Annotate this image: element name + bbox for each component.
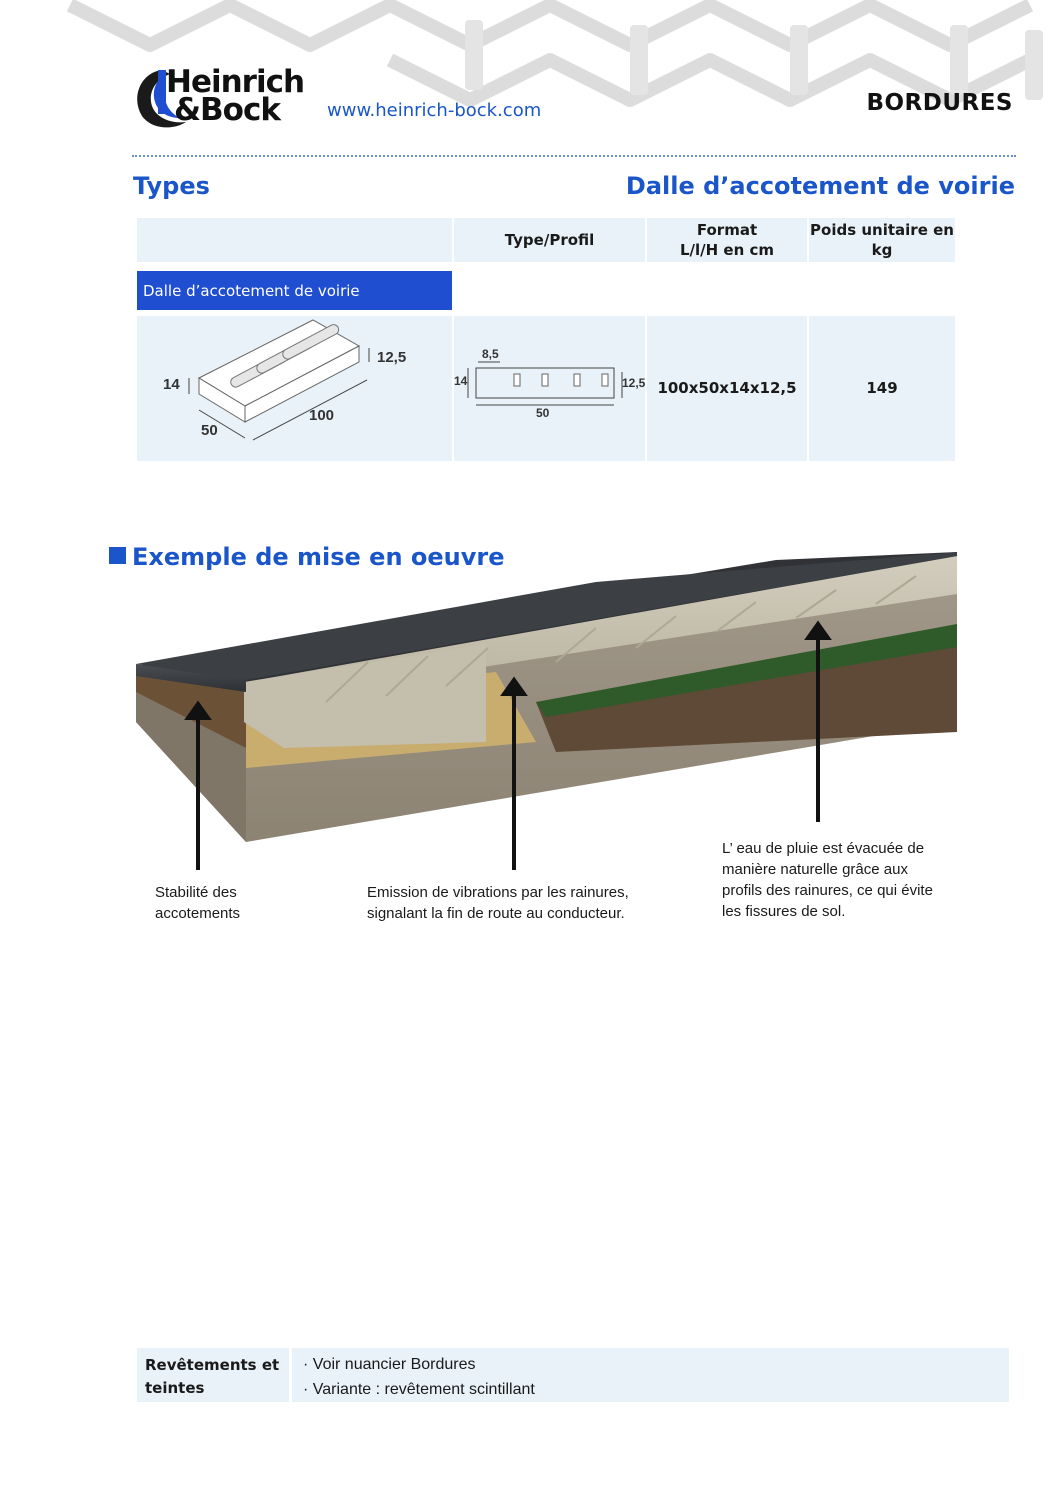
table-header-weight-line1: Poids unitaire en: [810, 220, 954, 239]
drawing-label-height: 14: [163, 376, 180, 393]
table-header-weight: [809, 218, 955, 262]
installation-illustration: [136, 552, 957, 842]
profile-label-top: 8,5: [482, 347, 499, 361]
drawing-label-width: 50: [201, 422, 218, 439]
heading-square-icon: [109, 547, 126, 564]
product-heading: Dalle d’accotement de voirie: [625, 172, 1015, 200]
table-header-format-line2: L/l/H en cm: [679, 241, 775, 259]
table-header-weight-line2: kg: [871, 241, 893, 259]
table-header-type: Type/Profil: [454, 218, 645, 262]
profile-label-bottom: 50: [536, 406, 550, 420]
product-3d-drawing: [137, 316, 452, 461]
example-heading-text: Exemple de mise en oeuvre: [132, 543, 505, 571]
product-row-label: Dalle d’accotement de voirie: [137, 271, 452, 310]
profile-label-left: 14: [454, 374, 468, 388]
product-3d-drawing-cell: [137, 316, 452, 461]
finishes-label: Revêtements et teintes: [137, 1348, 289, 1402]
drawing-label-length: 100: [309, 407, 335, 424]
caption-drainage: L’ eau de pluie est évacuée de manière naturelle grâce aux profils des rainures, ce qui évite les fissures de sol.: [722, 840, 933, 920]
types-heading: Types: [133, 172, 210, 200]
table-header-format: [647, 218, 807, 262]
finishes-item: · Voir nuancier Bordures: [303, 1356, 476, 1373]
format-value: 100x50x14x12,5: [647, 316, 807, 461]
logo-text-line2: &Bock: [174, 92, 280, 128]
caption-stability: Stabilité des accotements: [155, 884, 241, 922]
profile-label-right: 12,5: [622, 376, 645, 390]
profile-drawing: [454, 316, 645, 461]
caption-vibration: Emission de vibrations par les rainures, signalant la fin de route au conducteur.: [367, 884, 629, 922]
table-header-empty: [137, 218, 452, 262]
header-divider: [132, 155, 1016, 157]
finishes-values: [292, 1348, 1009, 1402]
category-title: BORDURES: [866, 90, 1013, 116]
profile-drawing-cell: [454, 316, 645, 461]
drawing-label-height-small: 12,5: [377, 349, 407, 366]
weight-value: 149: [809, 316, 955, 461]
finishes-item: · Variante : revêtement scintillant: [303, 1381, 535, 1398]
website-link[interactable]: www.heinrich-bock.com: [327, 100, 542, 121]
company-logo: [132, 66, 308, 130]
logo-text-line1: Heinrich: [166, 64, 305, 100]
table-header-format-line1: Format: [696, 220, 758, 239]
